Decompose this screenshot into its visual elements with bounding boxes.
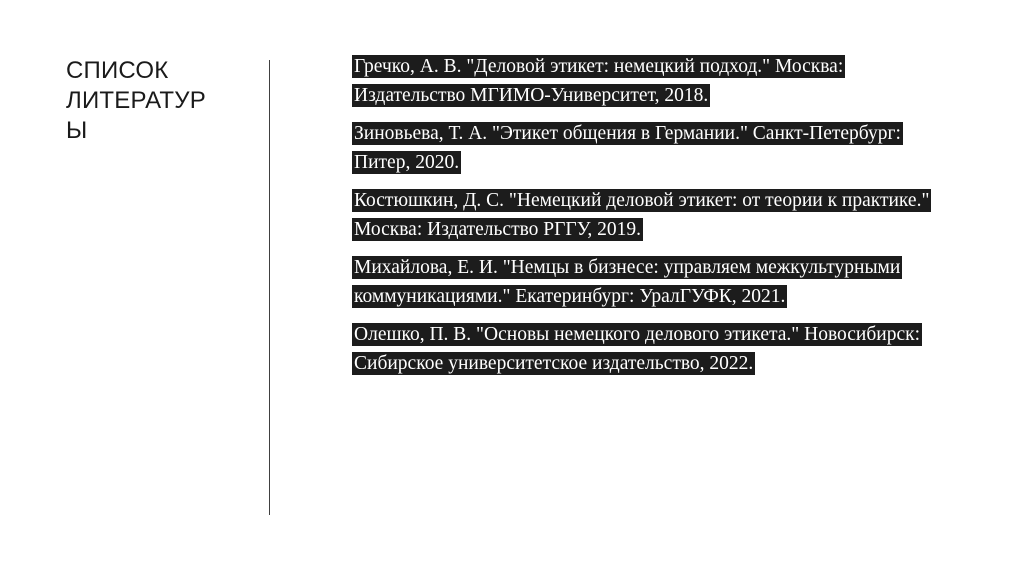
- reference-item: [352, 119, 942, 177]
- reference-item: [352, 320, 942, 378]
- reference-item: [352, 253, 942, 311]
- vertical-divider: [269, 60, 270, 515]
- reference-text: Гречко, А. В. "Деловой этикет: немецкий подход." Москва: Издательство МГИМО-Университет, 2018.: [354, 56, 844, 106]
- reference-text: Зиновьева, Т. А. "Этикет общения в Германии." Санкт-Петербург: Питер, 2020.: [354, 123, 901, 173]
- slide-title: СПИСОК ЛИТЕРАТУР Ы: [66, 57, 206, 144]
- reference-item: [352, 52, 942, 110]
- reference-list: [352, 52, 942, 387]
- reference-text: Михайлова, Е. И. "Немцы в бизнесе: управляем межкультурными коммуникациями." Екатеринбург: УралГУФК, 2021.: [354, 257, 901, 307]
- reference-item: [352, 186, 942, 244]
- reference-text: Костюшкин, Д. С. "Немецкий деловой этикет: от теории к практике." Москва: Издательство РГГУ, 2019.: [354, 190, 930, 240]
- reference-text: Олешко, П. В. "Основы немецкого делового этикета." Новосибирск: Сибирское университетское издательство, 2022.: [354, 324, 921, 374]
